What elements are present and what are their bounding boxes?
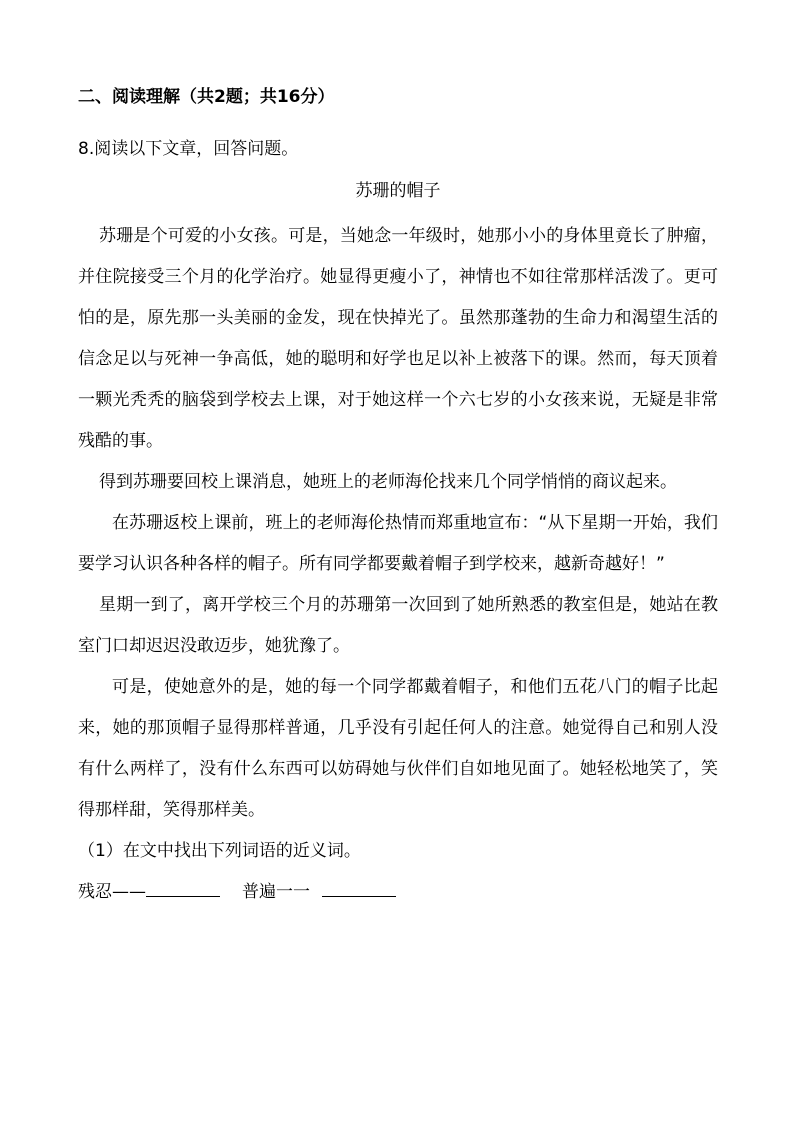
synonym-prompt-1: 残忍—— — [78, 882, 146, 902]
article-paragraph-1: 苏珊是个可爱的小女孩。可是，当她念一年级时，她那小小的身体里竟长了肿瘤，并住院接受三个月的化学治疗。她显得更瘦小了，神情也不如往常那样活泼了。更可怕的是，原先那一头美丽的金发，现在快掉光了。虽然那蓬勃的生命力和渴望生活的信念足以与死神一争高低，她的聪明和好学也足以补上被落下的课。然而，每天顶着一颗光秃秃的脑袋到学校去上课，对于她这样一个六七岁的小女孩来说，无疑是非常残酷的事。 — [78, 226, 718, 451]
question-stem: 8.阅读以下文章，回答问题。 — [78, 139, 299, 159]
article-paragraph-3: 在苏珊返校上课前，班上的老师海伦热情而郑重地宣布：“从下星期一开始，我们要学习认识各种各样的帽子。所有同学都要戴着帽子到学校来，越新奇越好！” — [78, 513, 718, 574]
answer-blank-2[interactable] — [322, 879, 396, 897]
article-paragraph-2: 得到苏珊要回校上课消息，她班上的老师海伦找来几个同学悄悄的商议起来。 — [99, 472, 677, 492]
section-title: 二、阅读理解（共2题；共16分） — [78, 87, 335, 107]
content-area — [78, 82, 718, 913]
answer-row — [78, 872, 718, 913]
synonym-prompt-2: 普遍一一 — [242, 882, 310, 902]
article-paragraph-5: 可是，使她意外的是，她的每一个同学都戴着帽子，和他们五花八门的帽子比起来，她的那顶帽子显得那样普通，几乎没有引起任何人的注意。她觉得自己和别人没有什么两样了，没有什么东西可以妨碍她与伙伴们自如地见面了。她轻松地笑了，笑得那样甜，笑得那样美。 — [78, 677, 718, 820]
sub-question: （1）在文中找出下列词语的近义词。 — [78, 841, 361, 861]
article-title: 苏珊的帽子 — [355, 181, 441, 201]
answer-blank-1[interactable] — [146, 879, 220, 897]
article-paragraph-4: 星期一到了，离开学校三个月的苏珊第一次回到了她所熟悉的教室但是，她站在教室门口却迟迟没敢迈步，她犹豫了。 — [78, 595, 718, 656]
